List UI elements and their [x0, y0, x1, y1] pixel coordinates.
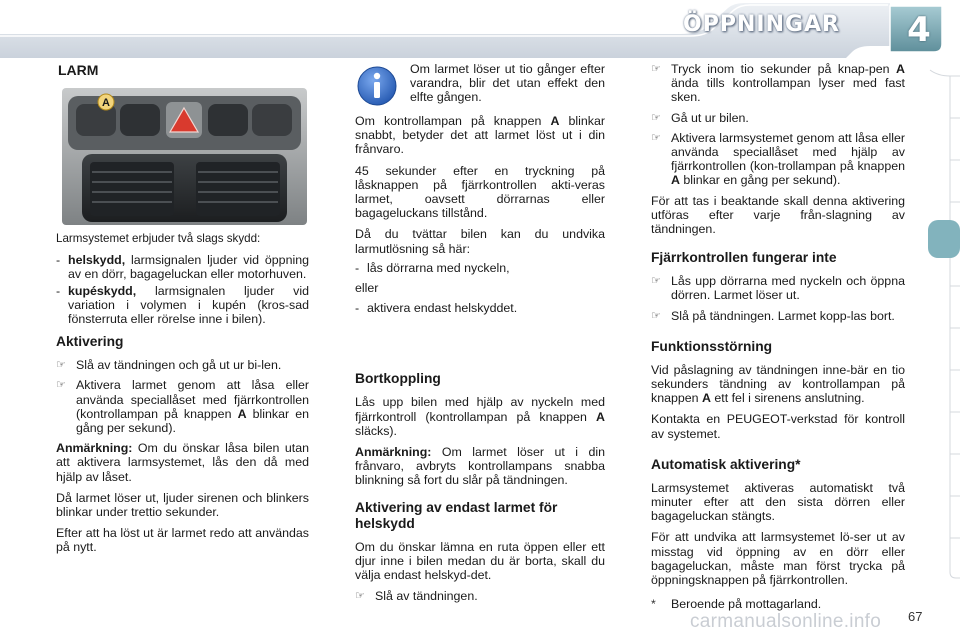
photo-button-label: A — [102, 97, 110, 109]
list-item: ☞ Slå på tändningen. Larmet kopp-las bort. — [651, 308, 895, 323]
term-kupeskydd: kupéskydd, — [68, 283, 137, 298]
hand-icon: ☞ — [355, 590, 365, 603]
hand-icon: ☞ — [651, 275, 661, 288]
list-item: ☞ Aktivera larmet genom att låsa eller använda speciallåset med fjärrkontrollen (kontrollampan på knappen A blinkar en gång per sekund). — [56, 378, 309, 436]
text-kupeskydd: larmsignalen ljuder vid variation i volymen i kupén (kros-sad fönsterruta eller rörelse inne i bilen). — [68, 283, 309, 327]
footnote: * Beroende på mottagarland. — [651, 597, 822, 612]
list-item: ☞ Aktivera larmsystemet genom att låsa eller använda speciallåset med hjälp av fjärrkontrollen (kon-trollampan på knappen A blinkar en gång per sekund). — [651, 130, 905, 188]
heading-fjarrkontroll: Fjärrkontrollen fungerar inte — [651, 250, 837, 266]
heading-automatisk-aktivering: Automatisk aktivering* — [651, 456, 801, 472]
heading-aktivering: Aktivering — [56, 334, 124, 350]
note-bortkoppling: Anmärkning: Om larmet löser ut i din frånvaro, avbryts kontrollampans snabba blinkning så fort du slår på tändningen. — [355, 445, 605, 488]
list-item: - lås dörrarna med nyckeln, — [355, 260, 510, 275]
paragraph: För att tas i beaktande skall denna aktivering utföras efter varje från-slagning av tändningen. — [651, 193, 905, 237]
chapter-title: ÖPPNINGAR — [683, 12, 840, 37]
hand-icon: ☞ — [651, 309, 661, 322]
paragraph: 45 sekunder efter en tryckning på låsknappen på fjärrkontrollen akti-veras larmet, oavsett dörrarnas eller bagageluckans tillstånd. — [355, 163, 605, 221]
paragraph: Om kontrollampan på knappen A blinkar snabbt, betyder det att larmet löst ut i din frånvaro. — [355, 114, 605, 157]
paragraph: Efter att ha löst ut är larmet redo att användas på nytt. — [56, 526, 309, 555]
watermark: carmanualsonline.info — [690, 611, 882, 632]
heading-aktivering-helskydd: Aktivering av endast larmet för helskydd — [355, 499, 558, 531]
paragraph: Kontakta en PEUGEOT-verkstad för kontroll av systemet. — [651, 412, 905, 441]
list-item: - aktivera endast helskyddet. — [355, 301, 518, 316]
paragraph: Vid påslagning av tändningen inne-bär en tio sekunders tändning av kontrollampan på knappen A ett fel i sirenens anslutning. — [651, 362, 905, 406]
text-helskydd: larmsignalen ljuder vid öppning av en dörr, bagageluckan eller motorhuven. — [68, 253, 309, 282]
list-item: ☞ Slå av tändningen. — [355, 589, 478, 604]
hand-icon: ☞ — [651, 63, 661, 75]
paragraph: För att undvika att larmsystemet lö-ser ut av misstag vid öppning av en dörr eller bagageluckan, måste man först trycka på öppningsknappen på fjärrkontrollen. — [651, 530, 905, 588]
list-item: ☞ Gå ut ur bilen. — [651, 110, 749, 125]
hand-icon: ☞ — [651, 111, 661, 124]
chapter-tabs — [926, 60, 960, 580]
chapter-number: 4 — [907, 10, 931, 50]
paragraph: Lås upp bilen med hjälp av nyckeln med fjärrkontroll (kontrollampan på knappen A släcks). — [355, 395, 605, 438]
section-heading-larm: LARM — [58, 62, 99, 78]
paragraph: eller — [355, 281, 379, 296]
larm-caption: Larmsystemet erbjuder två slags skydd: — [56, 232, 261, 245]
hand-icon: ☞ — [651, 131, 661, 144]
info-icon — [355, 64, 399, 108]
column-3 — [651, 62, 905, 617]
active-chapter-tab — [928, 220, 960, 258]
info-note — [410, 62, 605, 112]
column-2 — [355, 114, 605, 609]
list-item: - kupéskydd, larmsignalen ljuder vid variation i volymen i kupén (kros-sad fönsterruta eller rörelse inne i bilen). — [56, 283, 309, 327]
list-item: ☞ Lås upp dörrarna med nyckeln och öppna dörren. Larmet löser ut. — [651, 274, 905, 303]
dashboard-photo — [62, 88, 307, 225]
heading-funktionsstorning: Funktionsstörning — [651, 338, 773, 354]
list-item: - helskydd, larmsignalen ljuder vid öppning av en dörr, bagageluckan eller motorhuven. — [56, 253, 309, 282]
page-number: 67 — [908, 609, 923, 624]
paragraph: Då larmet löser ut, ljuder sirenen och blinkers blinkar under trettio sekunder. — [56, 490, 309, 520]
paragraph: Larmsystemet aktiveras automatiskt två minuter efter att den sista dörren eller bagageluckan stängts. — [651, 480, 905, 524]
paragraph: Då du tvättar bilen kan du undvika larmutlösning så här: — [355, 227, 605, 256]
term-helskydd: helskydd, — [68, 253, 126, 268]
column-1 — [56, 232, 309, 562]
paragraph: Om du önskar lämna en ruta öppen eller ett djur inne i bilen medan du är borta, skall du välja endast helskyd-det. — [355, 539, 605, 583]
heading-bortkoppling: Bortkoppling — [355, 371, 441, 387]
info-text: Om larmet löser ut tio gånger efter varandra, blir det utan effekt den elfte gången. — [410, 62, 605, 105]
note-aktivering: Anmärkning: Om du önskar låsa bilen utan att aktivera larmsystemet, lås den då med hjälp av låset. — [56, 441, 309, 484]
hand-icon: ☞ — [56, 379, 66, 392]
hand-icon: ☞ — [56, 359, 66, 372]
list-item: ☞ Slå av tändningen och gå ut ur bi-len. — [56, 358, 282, 373]
list-item: ☞ Tryck inom tio sekunder på knap-pen A ända tills kontrollampan lyser med fast sken. — [651, 62, 905, 105]
